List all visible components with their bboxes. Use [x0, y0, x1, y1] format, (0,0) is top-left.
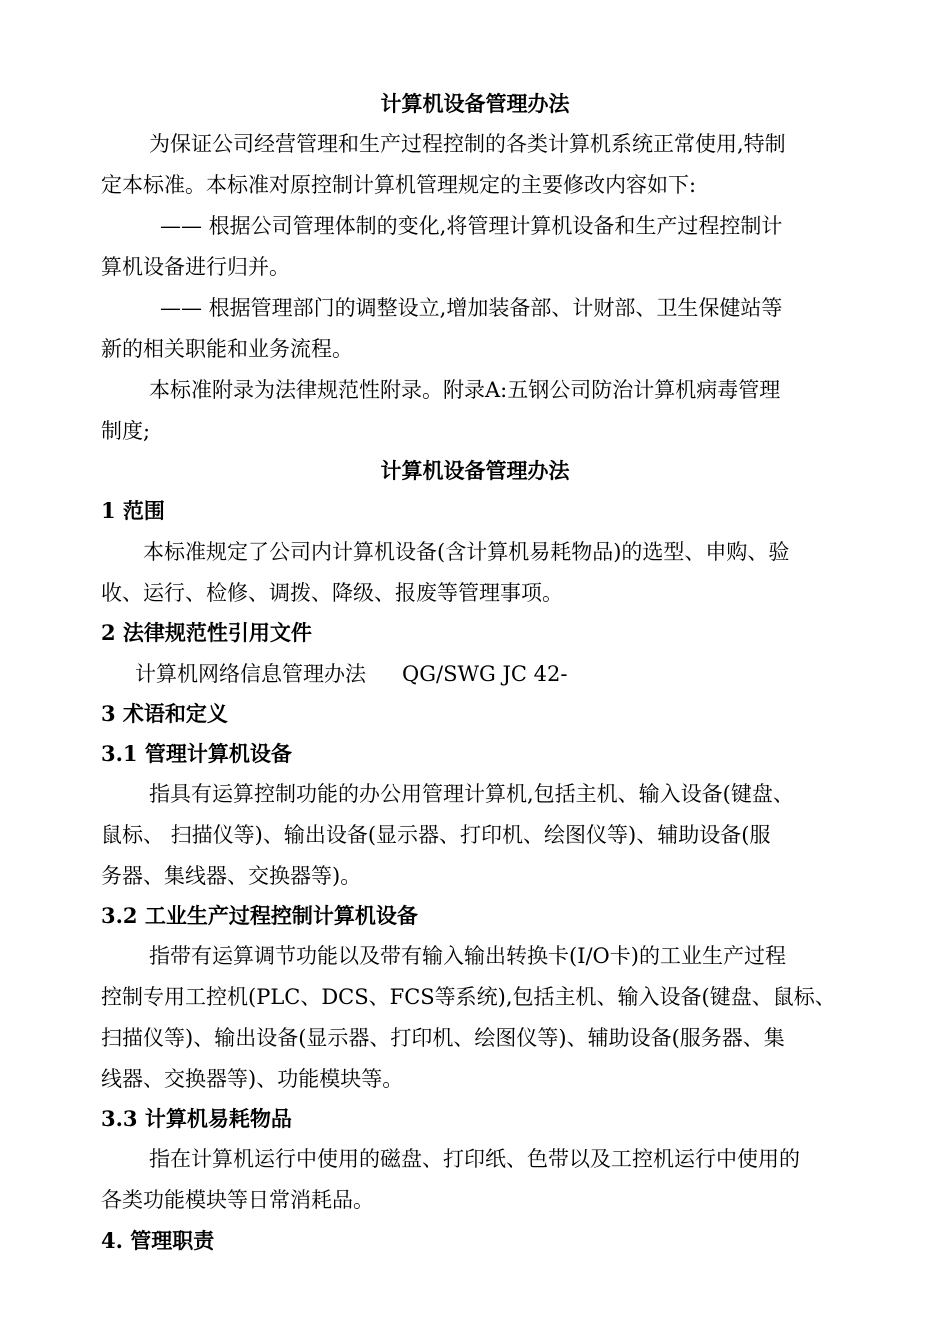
document-title: 计算机设备管理办法 [380, 91, 570, 116]
preface-p4-line2: 制度; [101, 419, 151, 443]
section-3-2-line2: 控制专用工控机(PLC、DCS、FCS等系统),包括主机、输入设备(键盘、鼠标、 [101, 985, 836, 1009]
section-3-3-line1: 指在计算机运行中使用的磁盘、打印纸、色带以及工控机运行中使用的 [149, 1147, 800, 1171]
section-3-1-line2: 鼠标、 扫描仪等)、输出设备(显示器、打印机、绘图仪等)、辅助设备(服 [101, 823, 771, 847]
section-2-heading: 2 法律规范性引用文件 [101, 620, 312, 645]
section-2-reference [135, 659, 567, 689]
section-3-3-heading: 3.3 计算机易耗物品 [101, 1106, 292, 1131]
preface-p2-line2: 算机设备进行归并。 [101, 255, 290, 279]
section-3-1-heading: 3.1 管理计算机设备 [101, 741, 292, 766]
section-4-heading: 4. 管理职责 [101, 1228, 215, 1253]
section-1-heading: 1 范围 [101, 498, 165, 523]
reference-name: 计算机网络信息管理办法 [135, 662, 366, 686]
preface-p1-line2: 定本标准。本标准对原控制计算机管理规定的主要修改内容如下: [101, 173, 697, 197]
preface-p2-line1: —— 根据公司管理体制的变化,将管理计算机设备和生产过程控制计 [160, 214, 783, 238]
section-1-line2: 收、运行、检修、调拨、降级、报废等管理事项。 [101, 581, 563, 605]
section-3-2-heading: 3.2 工业生产过程控制计算机设备 [101, 903, 418, 928]
reference-code: QG/SWG JC 42- [402, 662, 568, 686]
section-1-line1: 本标准规定了公司内计算机设备(含计算机易耗物品)的选型、申购、验 [143, 540, 790, 564]
section-3-2-line4: 线器、交换器等)、功能模块等。 [101, 1067, 404, 1091]
preface-p3-line2: 新的相关职能和业务流程。 [101, 337, 353, 361]
section-3-heading: 3 术语和定义 [101, 701, 228, 726]
section-3-2-line1: 指带有运算调节功能以及带有输入输出转换卡(I/O卡)的工业生产过程 [149, 944, 786, 968]
preface-p3-line1: —— 根据管理部门的调整设立,增加装备部、计财部、卫生保健站等 [160, 296, 783, 320]
preface-p4-line1: 本标准附录为法律规范性附录。附录A:五钢公司防治计算机病毒管理 [149, 378, 781, 402]
section-3-3-line2: 各类功能模块等日常消耗品。 [101, 1188, 374, 1212]
document-title-2: 计算机设备管理办法 [380, 458, 570, 483]
section-3-2-line3: 扫描仪等)、输出设备(显示器、打印机、绘图仪等)、辅助设备(服务器、集 [101, 1026, 785, 1050]
section-3-1-line3: 务器、集线器、交换器等)。 [101, 864, 362, 888]
preface-p1-line1: 为保证公司经营管理和生产过程控制的各类计算机系统正常使用,特制 [149, 132, 786, 156]
section-3-1-line1: 指具有运算控制功能的办公用管理计算机,包括主机、输入设备(键盘、 [149, 782, 794, 806]
